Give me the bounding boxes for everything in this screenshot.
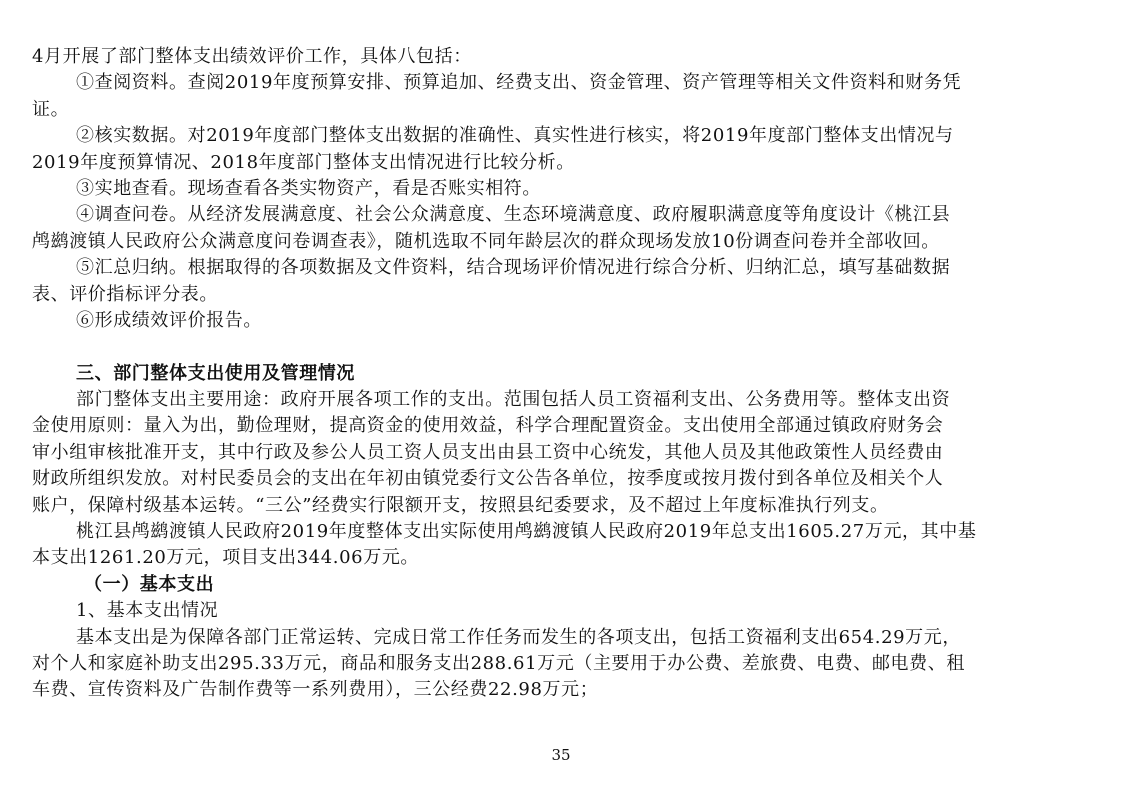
- paragraph-line: 4月开展了部门整体支出绩效评价工作，具体八包括：: [32, 46, 472, 67]
- paragraph-line: 对个人和家庭补助支出295.33万元，商品和服务支出288.61万元（主要用于办公费、差旅费、电费、邮电费、租: [32, 652, 965, 674]
- paragraph-line: 审小组审核批准开支，其中行政及参公人员工资人员支出由县工资中心统发，其他人员及其他政策性人员经费由: [32, 441, 944, 463]
- section-heading: 三、部门整体支出使用及管理情况: [76, 362, 355, 384]
- paragraph-line: ①查阅资料。查阅2019年度预算安排、预算追加、经费支出、资金管理、资产管理等相关文件资料和财务凭: [76, 72, 962, 94]
- paragraph-line: ③实地查看。现场查看各类实物资产，看是否账实相符。: [76, 177, 541, 199]
- document-body: [32, 44, 1080, 704]
- paragraph-line: 账户，保障村级基本运转。“三公”经费实行限额开支，按照县纪委要求，及不超过上年度标准执行列支。: [32, 494, 889, 516]
- paragraph-line: 证。: [32, 98, 70, 120]
- paragraph-line: 表、评价指标评分表。: [32, 283, 218, 305]
- paragraph-line: ⑥形成绩效评价报告。: [76, 309, 262, 331]
- paragraph-line: 部门整体支出主要用途：政府开展各项工作的支出。范围包括人员工资福利支出、公务费用等。整体支出资: [76, 389, 951, 411]
- paragraph-line: 鸬鹚渡镇人民政府公众满意度问卷调查表》，随机选取不同年龄层次的群众现场发放10份调查问卷并全部收回。: [32, 230, 940, 252]
- paragraph-line: 基本支出是为保障各部门正常运转、完成日常工作任务而发生的各项支出，包括工资福利支出654.29万元，: [76, 626, 961, 648]
- paragraph-line: 桃江县鸬鹚渡镇人民政府2019年度整体支出实际使用鸬鹚渡镇人民政府2019年总支出1605.27万元，其中基: [76, 521, 977, 543]
- subsection-heading: （一）基本支出: [84, 573, 215, 595]
- paragraph-line: 金使用原则：量入为出，勤俭理财，提高资金的使用效益，科学合理配置资金。支出使用全部通过镇政府财务会: [32, 415, 944, 437]
- paragraph-line: 2019年度预算情况、2018年度部门整体支出情况进行比较分析。: [32, 151, 575, 173]
- paragraph-line: ④调查问卷。从经济发展满意度、社会公众满意度、生态环境满意度、政府履职满意度等角度设计《桃江县: [76, 204, 951, 226]
- paragraph-line: 本支出1261.20万元，项目支出344.06万元。: [32, 547, 420, 569]
- paragraph-line: ②核实数据。对2019年度部门整体支出数据的准确性、真实性进行核实，将2019年度部门整体支出情况与: [76, 125, 954, 147]
- paragraph-line: 财政所组织发放。对村民委员会的支出在年初由镇党委行文公告各单位，按季度或按月拨付到各单位及相关个人: [32, 468, 944, 490]
- page-number: 35: [551, 746, 571, 764]
- paragraph-line: ⑤汇总归纳。根据取得的各项数据及文件资料，结合现场评价情况进行综合分析、归纳汇总，填写基础数据: [76, 257, 951, 279]
- paragraph-line: 车费、宣传资料及广告制作费等一系列费用），三公经费22.98万元；: [32, 679, 599, 701]
- list-item: 1、基本支出情况: [76, 600, 219, 622]
- blank-line: [32, 334, 1080, 360]
